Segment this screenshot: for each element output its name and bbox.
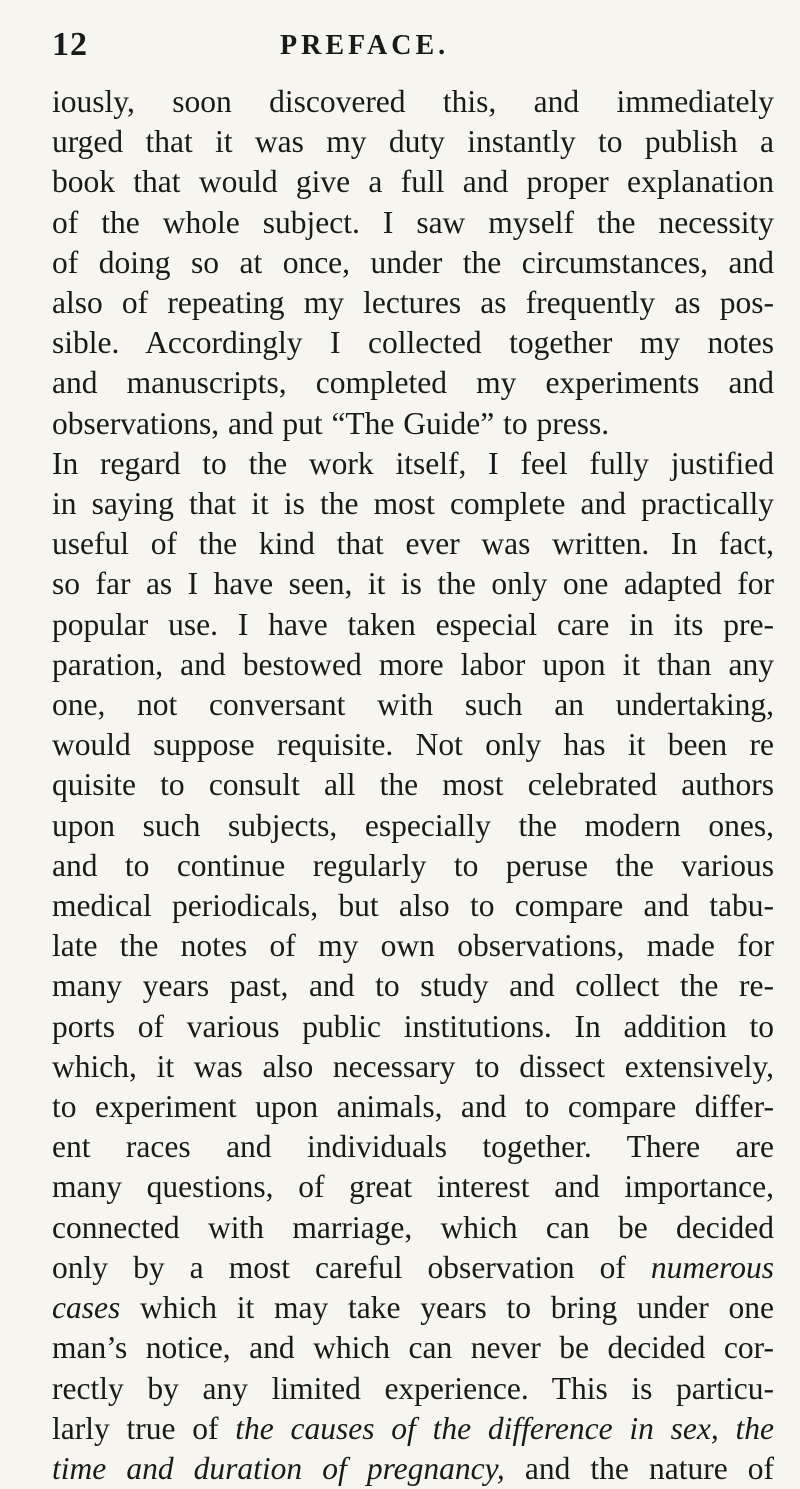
text-line: useful of the kind that ever was written. In fact,: [52, 526, 774, 562]
text-line: popular use. I have taken especial care in its pre-: [52, 606, 774, 642]
text-segment: and the nature of: [524, 1450, 774, 1486]
text-segment: only by a most careful observation of: [52, 1249, 626, 1285]
text-line: iously, soon discovered this, and immediately: [52, 84, 774, 119]
italic-segment: cases: [52, 1290, 121, 1326]
text-line: of doing so at once, under the circumstances, and: [52, 244, 774, 280]
text-line: many years past, and to study and collect the re-: [52, 968, 774, 1004]
text-line: ent races and individuals together. There are: [52, 1129, 774, 1165]
text-line: connected with marriage, which can be decided: [52, 1209, 774, 1245]
text-line-mixed: [52, 1449, 774, 1489]
text-line: of the whole subject. I saw myself the necessity: [52, 204, 774, 240]
text-segment: which it may take years to bring under one: [140, 1290, 775, 1326]
text-line: so far as I have seen, it is the only one adapted for: [52, 566, 774, 602]
text-line: upon such subjects, especially the modern ones,: [52, 807, 774, 843]
text-line: book that would give a full and proper explanation: [52, 164, 774, 200]
text-line-mixed: [52, 1248, 774, 1288]
text-line: would suppose requisite. Not only has it been re: [52, 727, 774, 763]
italic-segment: numerous: [650, 1249, 774, 1285]
text-line: rectly by any limited experience. This is particu-: [52, 1370, 774, 1406]
text-line: man’s notice, and which can never be decided cor-: [52, 1330, 774, 1366]
text-line: quisite to consult all the most celebrated authors: [52, 767, 774, 803]
text-line: urged that it was my duty instantly to publish a: [52, 124, 774, 160]
text-line: to experiment upon animals, and to compare differ-: [52, 1089, 774, 1125]
text-line: late the notes of my own observations, made for: [52, 928, 774, 964]
italic-segment: the causes of the difference in sex, the: [235, 1410, 775, 1446]
text-line: many questions, of great interest and importance,: [52, 1169, 774, 1205]
text-line: paration, and bestowed more labor upon it than any: [52, 646, 774, 682]
text-segment: larly true of: [52, 1410, 219, 1446]
text-line: and manuscripts, completed my experiments and: [52, 365, 774, 401]
text-line: In regard to the work itself, I feel fully justified: [52, 445, 774, 481]
text-line: also of repeating my lectures as frequently as pos-: [52, 285, 774, 321]
text-line-mixed: [52, 1409, 774, 1449]
page-number: 12: [52, 26, 88, 63]
text-line-mixed: [52, 1288, 774, 1328]
text-line: and to continue regularly to peruse the various: [52, 847, 774, 883]
text-line: in saying that it is the most complete and practically: [52, 486, 774, 522]
running-head: PREFACE.: [280, 30, 450, 61]
text-line: observations, and put “The Guide” to press.: [52, 405, 610, 441]
page-header: [52, 26, 774, 72]
text-line: sible. Accordingly I collected together my notes: [52, 325, 774, 361]
text-line: one, not conversant with such an undertaking,: [52, 687, 774, 723]
text-line: ports of various public institutions. In addition to: [52, 1008, 774, 1044]
text-line: medical periodicals, but also to compare and tabu-: [52, 888, 774, 924]
text-line: which, it was also necessary to dissect extensively,: [52, 1048, 774, 1084]
italic-segment: time and duration of pregnancy,: [52, 1450, 505, 1486]
body-text: [52, 82, 774, 1489]
